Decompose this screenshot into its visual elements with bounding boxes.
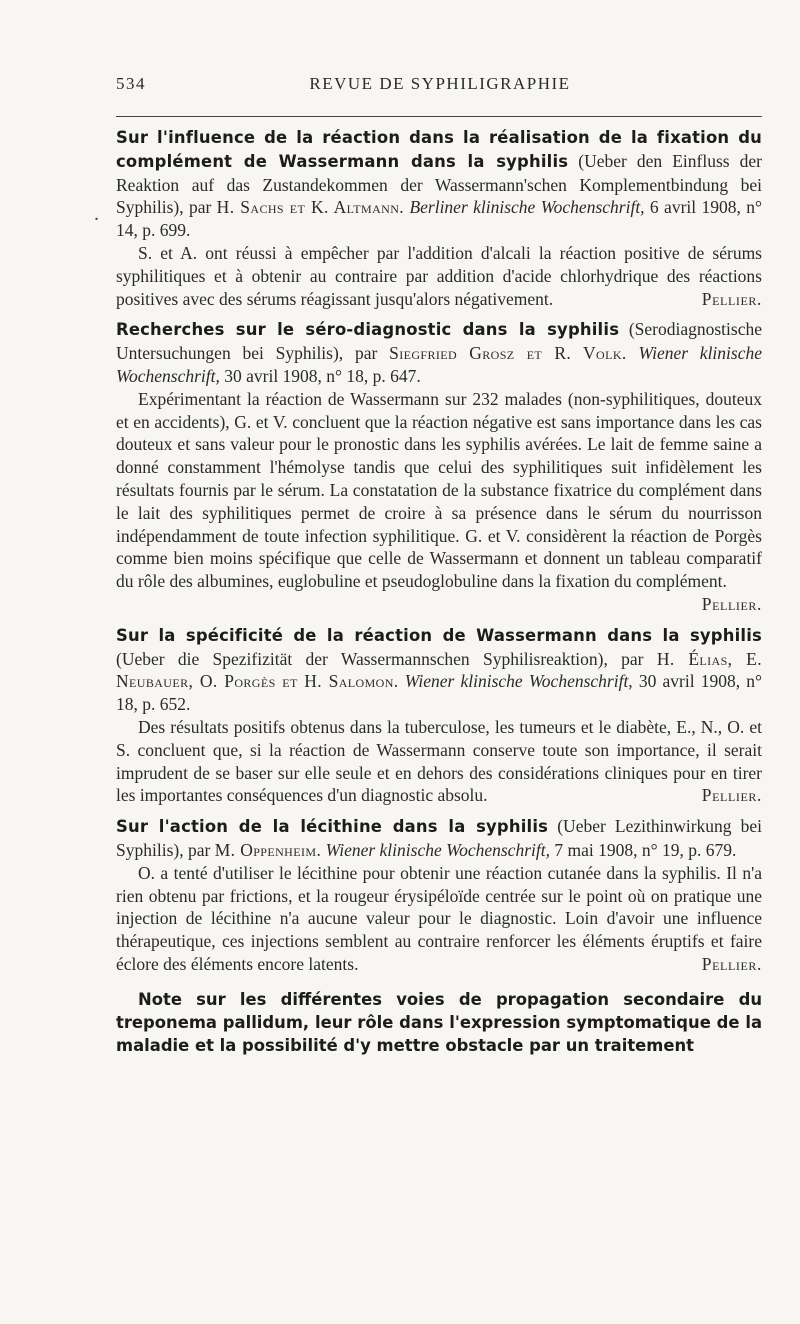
article-reference xyxy=(116,624,762,716)
source-journal: Wiener klinische Wochenschrift, xyxy=(404,671,633,692)
header-rule xyxy=(116,116,762,117)
body-text: Expérimentant la réaction de Wassermann sur 232 malades (non-syphilitiques, douteux et en accidents), G. et V. concluent que la réaction négative est sans importance dans les cas douteux et sans valeur pour le pronostic dans les syphilis avérées. Le lait de femme saine a donné constamment l'hémolyse tandis que celui des syphilitiques suit infidèlement les résultats fournis par le sérum. La constatation de la substance fixatrice du complément dans le lait des syphilitiques permet de croire à sa présence dans le sérum du nourrisson indépendamment de toute infection syphilitique. G. et V. considèrent la réaction de Porgès comme bien moins spécifique que celle de Wassermann et donnent un tableau comparatif du rôle des albumines, euglobuline et pseudoglobuline dans la fixation du complément. xyxy=(116,388,762,592)
article-body xyxy=(116,242,762,310)
article-authors: Siegfried Grosz et R. Volk. xyxy=(389,343,627,364)
body-text: O. a tenté d'utiliser le lécithine pour obtenir une réaction cutanée dans la syphilis. Il n'a rien obtenu par frictions, et la rougeur érysipéloïde centrée sur le point où on pratique une injection de lécithine n'a aucune valeur pour le diagnostic. Loin d'avoir une influence thérapeutique, ces injections semblent au contraire renforcer les éléments éruptifs et faire éclore des éléments encore latents. xyxy=(116,862,762,974)
article-body xyxy=(116,388,762,614)
page-number: 534 xyxy=(116,74,146,93)
body-text: Des résultats positifs obtenus dans la tuberculose, les tumeurs et le diabète, E., N., O. et S. concluent que, si la réaction de Wassermann conserve toute son importance, il serait imprudent de se baser sur elle seule et en dehors des considérations cliniques pour en tirer les importantes conséquences d'un diagnostic absolu. xyxy=(116,716,762,806)
reference-date: 7 mai 1908, n° 19, p. 679. xyxy=(549,839,737,860)
article-reference xyxy=(116,815,762,862)
article-title: Sur l'action de la lécithine dans la syphilis xyxy=(116,817,549,837)
article-reference xyxy=(116,126,762,242)
article xyxy=(116,624,762,807)
signature: Pellier. xyxy=(701,953,762,974)
reference-text: (Ueber den Einfluss der Reaktion auf das Zustandekommen der Wassermann'schen Komplementbindung bei Syphilis), par xyxy=(116,150,762,218)
article-reference xyxy=(116,318,762,387)
reference-date: 6 avril 1908, n° 14, p. 699. xyxy=(116,197,762,241)
reference-text: (Ueber Lezithinwirkung bei Syphilis), par xyxy=(116,816,762,860)
reference-text: (Serodiagnostische Untersuchungen bei Syphilis), par xyxy=(116,319,762,364)
article-body xyxy=(116,862,762,976)
signature: Pellier. xyxy=(701,785,762,806)
article xyxy=(116,126,762,310)
source-journal: Wiener klinische Wochenschrift, xyxy=(325,839,550,860)
article-authors: H. Élias, E. Neubauer, O. Porgès et H. Salomon. xyxy=(116,648,763,692)
source-journal: Wiener klinische Wochenschrift, xyxy=(116,343,763,386)
next-article-title: Note sur les différentes voies de propagation secondaire du treponema pallidum, leur rôle dans l'expression symptomatique de la maladie et la possibilité d'y mettre obstacle par un traitement xyxy=(116,989,762,1055)
body-text: S. et A. ont réussi à empêcher par l'addition d'alcali la réaction positive de sérums syphilitiques et à obtenir au contraire par addition d'acide chlorhydrique des réactions positives avec des sérums réagissant jusqu'alors négativement. xyxy=(116,242,762,309)
article-title: Sur la spécificité de la réaction de Wassermann dans la syphilis xyxy=(116,625,762,645)
article-body xyxy=(116,716,762,807)
article-authors: M. Oppenheim. xyxy=(214,839,322,860)
journal-title: REVUE DE SYPHILIGRAPHIE xyxy=(309,74,571,93)
reference-date: 30 avril 1908, n° 18, p. 647. xyxy=(219,365,421,386)
source-journal: Berliner klinische Wochenschrift, xyxy=(409,197,645,218)
reference-date: 30 avril 1908, n° 18, p. 652. xyxy=(116,671,762,715)
article-title: Recherches sur le séro-diagnostic dans la syphilis xyxy=(116,320,620,340)
margin-mark: . xyxy=(94,203,99,225)
signature: Pellier. xyxy=(701,288,762,309)
article xyxy=(116,318,762,615)
article xyxy=(116,815,762,976)
article-title: Sur l'influence de la réaction dans la réalisation de la fixation du complément de Wassermann dans la syphilis xyxy=(116,128,762,171)
signature: Pellier. xyxy=(701,593,762,614)
article-list xyxy=(116,126,762,1073)
reference-text: (Ueber die Spezifizität der Wassermannschen Syphilisreaktion), par xyxy=(116,648,657,669)
article-authors: H. Sachs et K. Altmann. xyxy=(216,197,405,218)
running-head xyxy=(116,74,764,98)
